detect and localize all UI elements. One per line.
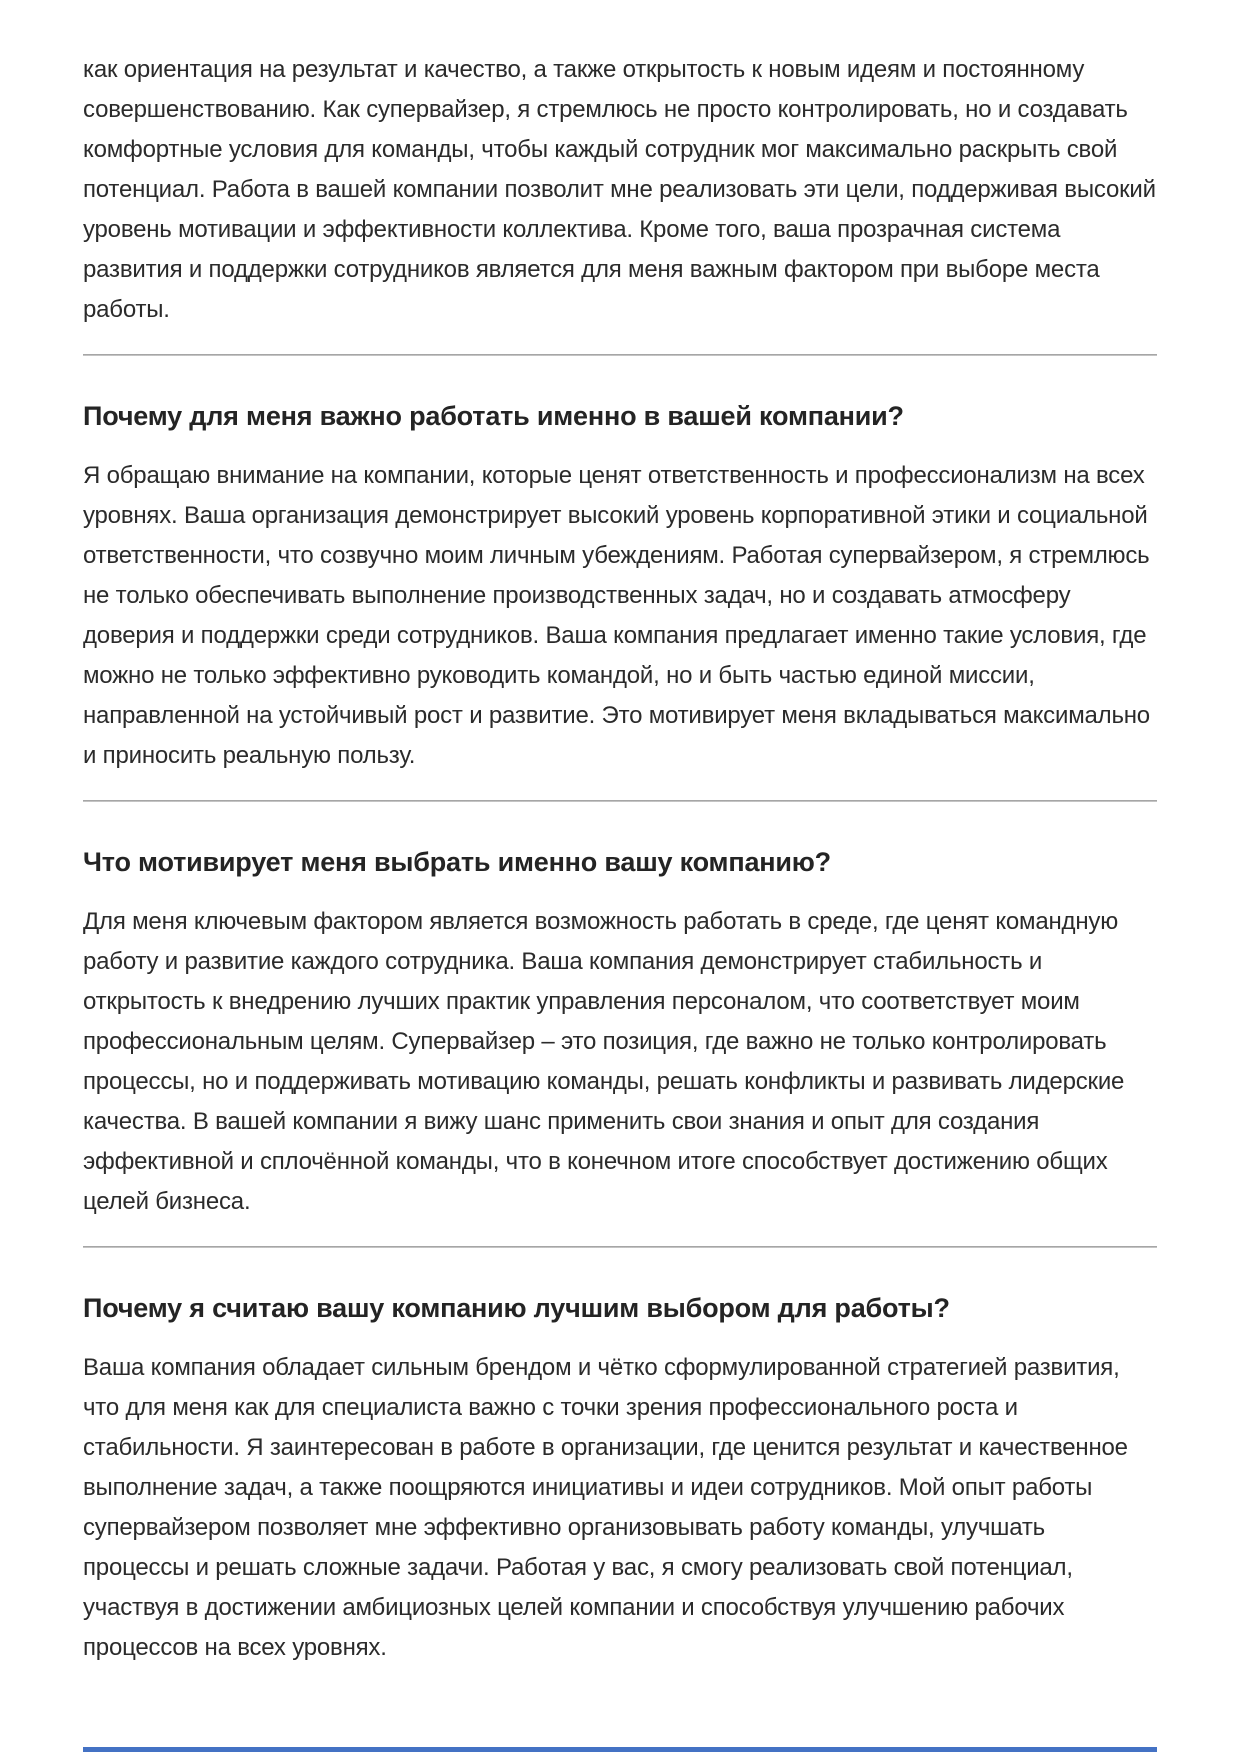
page-bottom-accent-line	[83, 1747, 1157, 1752]
section-heading: Что мотивирует меня выбрать именно вашу компанию?	[83, 847, 831, 877]
section-divider	[83, 1246, 1157, 1248]
section-heading: Почему я считаю вашу компанию лучшим выбором для работы?	[83, 1293, 950, 1323]
section-paragraph: Ваша компания обладает сильным брендом и чётко сформулированной стратегией развития, что для меня как для специалиста важно с точки зрения профессионального роста и стабильности. Я заинтересован в работе в организации, где ценится результат и качественное выполнение задач, а также поощряются инициативы и идеи сотрудников. Мой опыт работы супервайзером позволяет мне эффективно организовывать работу команды, улучшать процессы и решать сложные задачи. Работая у вас, я смогу реализовать свой потенциал, участвуя в достижении амбициозных целей компании и способствуя улучшению рабочих процессов на всех уровнях.	[83, 1354, 1128, 1661]
intro-paragraph: как ориентация на результат и качество, а также открытость к новым идеям и постоянному совершенствованию. Как супервайзер, я стремлюсь не просто контролировать, но и создавать комфортные условия для команды, чтобы каждый сотрудник мог максимально раскрыть свой потенциал. Работа в вашей компании позволит мне реализовать эти цели, поддерживая высокий уровень мотивации и эффективности коллектива. Кроме того, ваша прозрачная система развития и поддержки сотрудников является для меня важным фактором при выборе места работы.	[83, 56, 1156, 323]
section-paragraph: Для меня ключевым фактором является возможность работать в среде, где ценят командную работу и развитие каждого сотрудника. Ваша компания демонстрирует стабильность и открытость к внедрению лучших практик управления персоналом, что соответствует моим профессиональным целям. Супервайзер – это позиция, где важно не только контролировать процессы, но и поддерживать мотивацию команды, решать конфликты и развивать лидерские качества. В вашей компании я вижу шанс применить свои знания и опыт для создания эффективной и сплочённой команды, что в конечном итоге способствует достижению общих целей бизнеса.	[83, 908, 1125, 1215]
section-paragraph: Я обращаю внимание на компании, которые ценят ответственность и профессионализм на всех уровнях. Ваша организация демонстрирует высокий уровень корпоративной этики и социальной ответственности, что созвучно моим личным убеждениям. Работая супервайзером, я стремлюсь не только обеспечивать выполнение производственных задач, но и создавать атмосферу доверия и поддержки среди сотрудников. Ваша компания предлагает именно такие условия, где можно не только эффективно руководить командой, но и быть частью единой миссии, направленной на устойчивый рост и развитие. Это мотивирует меня вкладываться максимально и приносить реальную пользу.	[83, 462, 1150, 769]
section-divider	[83, 354, 1157, 356]
section-divider	[83, 800, 1157, 802]
section-heading: Почему для меня важно работать именно в вашей компании?	[83, 401, 904, 431]
